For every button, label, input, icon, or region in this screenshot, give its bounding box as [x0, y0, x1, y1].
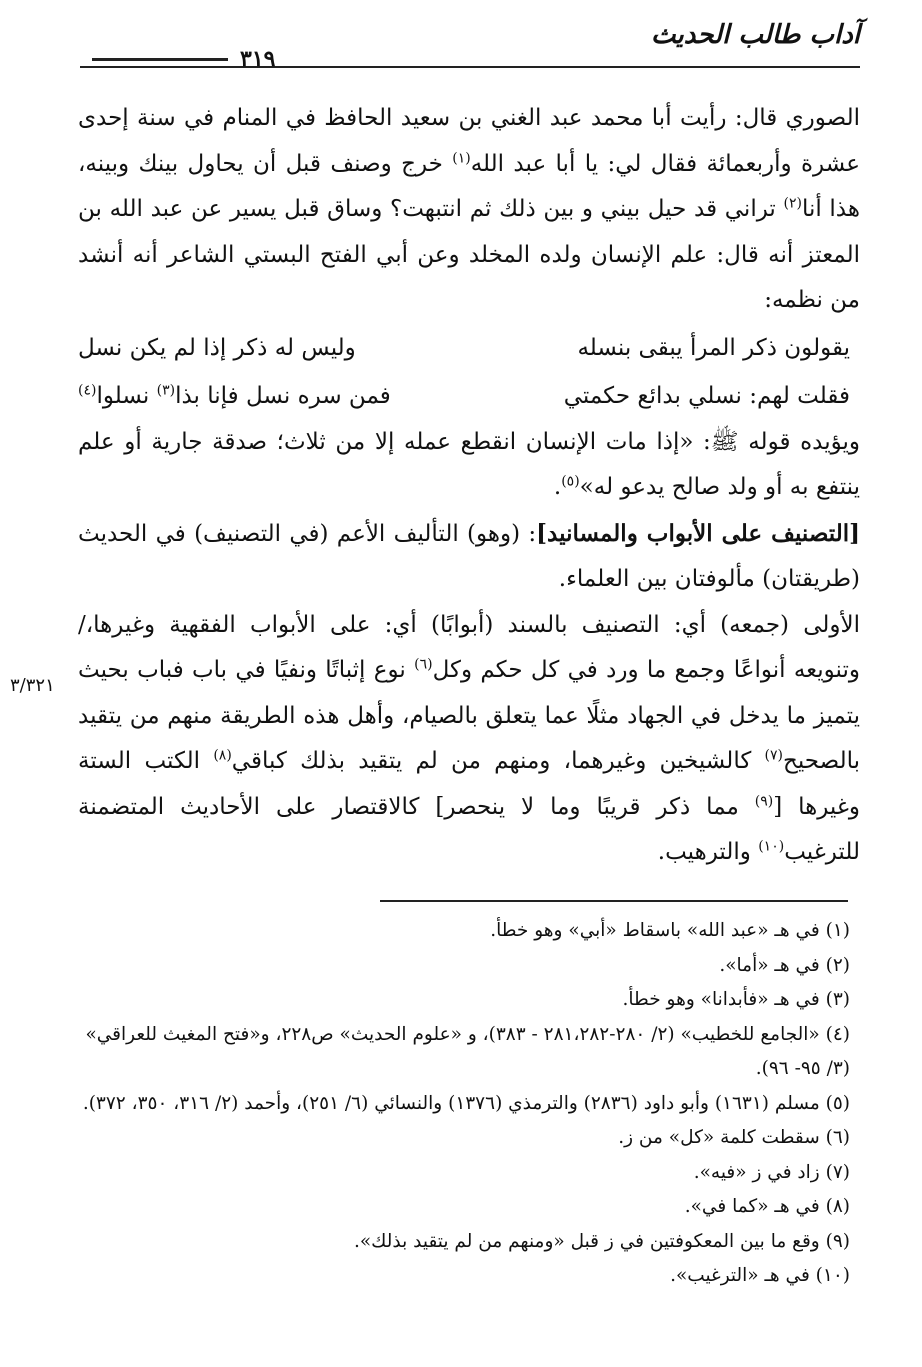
- text-span: والترهيب.: [657, 839, 759, 865]
- footnote-6: (٦) سقطت كلمة «كل» من ز.: [618, 1127, 850, 1148]
- paragraph-1: [78, 96, 860, 324]
- section-heading: [التصنيف على الأبواب والمسانيد]: [536, 519, 861, 547]
- footnote-separator: [380, 900, 848, 902]
- page-number: ٣١٩: [240, 46, 276, 72]
- footnote-ref: (٥): [561, 473, 580, 490]
- footnote-ref: (٨): [213, 747, 232, 764]
- text-span: .: [553, 474, 562, 500]
- text-span: كالشيخين وغيرهما، ومنهم من لم يتقيد بذلك كباقي: [231, 748, 765, 774]
- header-rule: [80, 66, 860, 68]
- footnote-ref: (٩): [754, 792, 774, 809]
- footnote-1: (١) في هـ «عبد الله» باسقاط «أبي» وهو خطأ.: [490, 920, 850, 941]
- paragraph-4: [78, 603, 860, 876]
- text-span: مما ذكر قريبًا وما لا ينحصر] كالاقتصار على الأحاديث المتضمنة للترغيب: [78, 793, 860, 865]
- text-span: الكتب الستة وغيرها [: [78, 748, 860, 820]
- text-span: : (وهو) التأليف الأعم (في التصنيف) في الحديث (طريقتان) مألوفتان بين العلماء.: [78, 520, 860, 592]
- footnote-9: (٩) وقع ما بين المعكوفتين في ز قبل «ومنهم من لم يتقيد بذلك».: [353, 1230, 850, 1252]
- footnote-7: (٧) زاد في ز «فيه».: [693, 1161, 850, 1183]
- text-span: نسلوا: [96, 382, 157, 409]
- header-rule-left: [92, 58, 228, 61]
- footnote-ref: (٤): [78, 381, 97, 398]
- text-span: تراني قد حيل بيني و بين ذلك ثم انتبهت؟ وساق قبل يسير عن عبد الله بن المعتز أنه قال: علم الإنسان ولده المخلد وعن أبي الفتح البستي الشاعر أنه أنشد من نظمه:: [78, 196, 860, 313]
- text-span: خرج وصنف قبل أن يحاول بينك وبينه، هذا أنا: [78, 150, 860, 222]
- verse-hemistich: فقلت لهم: نسلي بدائع حكمتي: [563, 382, 850, 409]
- footnote-ref: (٧): [764, 747, 783, 764]
- footnote-2: (٢) في هـ «أما».: [719, 954, 850, 976]
- running-title: آداب طالب الحديث: [650, 20, 860, 50]
- footnote-ref: (٦): [414, 656, 433, 673]
- footnote-4: (٤) «الجامع للخطيب» (٢/ ٢٨٠-٢٨١،٢٨٢ - ٣٨٣)، و «علوم الحديث» ص٢٢٨، و«فتح المغيث للعراقي» (٣/ ٩٥- ٩٦).: [85, 1023, 850, 1079]
- footnote-5: (٥) مسلم (١٦٣١) وأبو داود (٢٨٣٦) والترمذي (١٣٧٦) والنسائي (٦/ ٢٥١)، وأحمد (٢/ ٣١٦، ٣٥٠، ٣٧٢).: [82, 1092, 850, 1114]
- footnotes: [74, 914, 850, 1294]
- text-span: ويؤيده قوله ﷺ: «إذا مات الإنسان انقطع عمله إلا من ثلاث؛ صدقة جارية أو علم ينتفع به أو ولد صالح يدعو له»: [78, 428, 860, 500]
- page-header: [80, 14, 860, 70]
- text-span: الصوري قال: رأيت أبا محمد عبد الغني بن سعيد الحافظ في المنام في سنة إحدى عشرة وأربعمائة فقال لي: يا أبا عبد الله: [78, 105, 860, 177]
- footnote-ref: (٢): [783, 195, 802, 212]
- footnote-10: (١٠) في هـ «الترغيب».: [670, 1265, 850, 1286]
- verse-hemistich: [78, 372, 391, 420]
- verse-hemistich: يقولون ذكر المرأ يبقى بنسله: [577, 334, 850, 361]
- text-span: نوع إثباتًا ونفيًا في باب فباب بحيث يتميز ما يدخل في الجهاد مثلًا عما يتعلق بالصيام، وأهل هذه الطريقة منهم من يتقيد بالصحيح: [78, 657, 860, 774]
- poem-verse-1: [78, 324, 850, 372]
- text-span: فمن سره نسل فإنا بذا: [175, 382, 391, 409]
- paragraph-2: [78, 420, 860, 511]
- footnote-ref: (٣): [156, 381, 176, 398]
- main-text: [78, 96, 860, 876]
- poem-verse-2: [78, 372, 850, 420]
- footnote-ref: (١): [452, 149, 471, 166]
- footnote-3: (٣) في هـ «فأبدانا» وهو خطأ.: [622, 989, 850, 1010]
- paragraph-3: [78, 511, 860, 603]
- poem: [78, 324, 850, 420]
- margin-reference: ٣/٣٢١: [10, 675, 55, 696]
- text-span: الأولى (جمعه) أي: التصنيف بالسند (أبوابًا) أي: على الأبواب الفقهية وغيرها،/ وتنويعه أنواعًا وجمع ما ورد في كل حكم وكل: [78, 611, 860, 683]
- footnote-8: (٨) في هـ «كما في».: [684, 1196, 850, 1217]
- verse-hemistich: وليس له ذكر إذا لم يكن نسل: [78, 334, 356, 361]
- footnote-ref: (١٠): [758, 838, 785, 855]
